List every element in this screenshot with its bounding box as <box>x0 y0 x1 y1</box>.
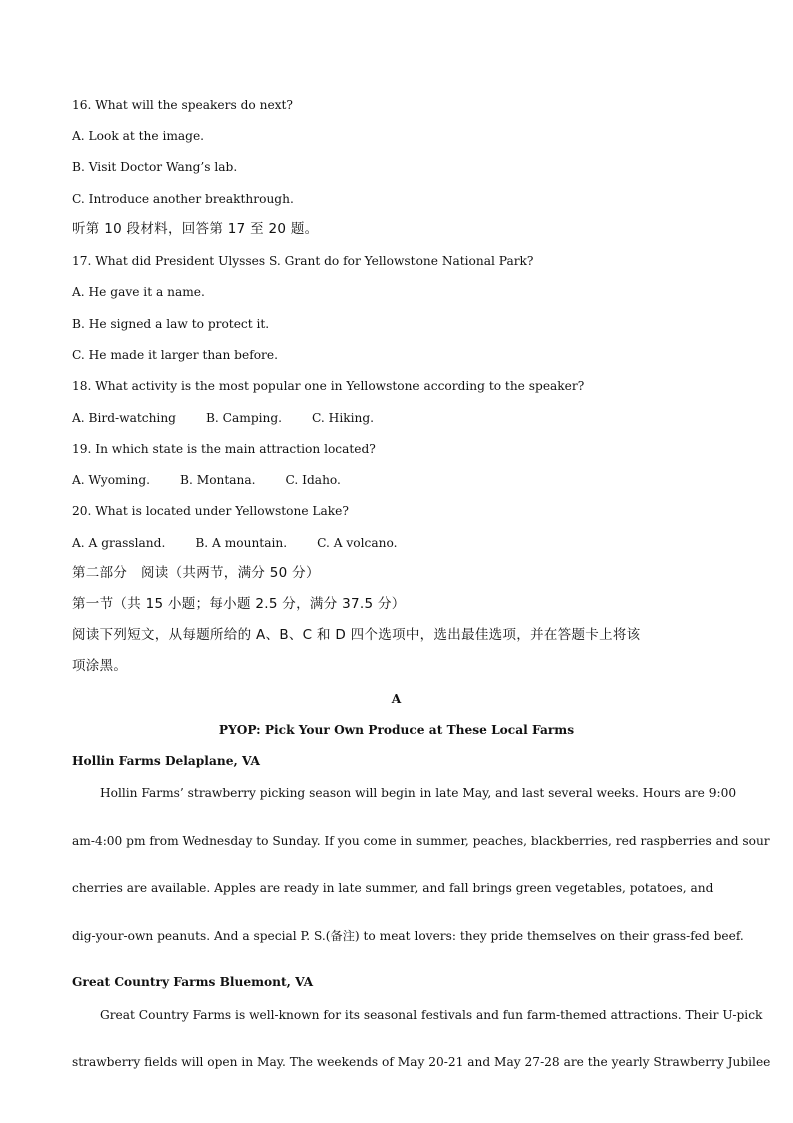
q16-option-c: C. Introduce another breakthrough. <box>72 192 294 206</box>
farm-2-line-1: Great Country Farms is well-known for its seasonal festivals and fun farm-themed attractions. Their U-pick <box>100 1008 763 1022</box>
question-18: 18. What activity is the most popular one in Yellowstone according to the speaker? <box>72 379 585 393</box>
q19-option-b: B. Montana. <box>180 473 256 487</box>
q18-options <box>72 411 404 425</box>
q20-option-b: B. A mountain. <box>195 536 288 550</box>
section-1-heading: 第一节（共 15 小题；每小题 2.5 分，满分 37.5 分） <box>72 596 406 612</box>
farm-1-line-4: dig-your-own peanuts. And a special P. S.(备注) to meat lovers: they pride themselves on their grass-fed beef. <box>72 929 744 943</box>
q19-options <box>72 473 371 487</box>
instructions-line-1: 阅读下列短文，从每题所给的 A、B、C 和 D 四个选项中，选出最佳选项，并在答题卡上将该 <box>72 627 641 643</box>
farm-1-line-1: Hollin Farms’ strawberry picking season will begin in late May, and last several weeks. Hours are 9:00 <box>100 786 737 800</box>
part-2-heading: 第二部分 阅读（共两节，满分 50 分） <box>72 565 320 581</box>
q17-option-c: C. He made it larger than before. <box>72 348 278 362</box>
farm-1-line-3: cherries are available. Apples are ready in late summer, and fall brings green vegetables, potatoes, and <box>72 881 714 895</box>
q18-option-b: B. Camping. <box>205 411 283 425</box>
q18-option-c: C. Hiking. <box>312 411 375 425</box>
instructions-line-2: 项涂黑。 <box>72 658 128 674</box>
question-20: 20. What is located under Yellowstone Lake? <box>72 504 349 518</box>
q16-option-b: B. Visit Doctor Wang’s lab. <box>72 160 238 174</box>
q19-option-c: C. Idaho. <box>285 473 341 487</box>
q17-option-a: A. He gave it a name. <box>72 285 205 299</box>
question-16: 16. What will the speakers do next? <box>72 98 293 112</box>
farm-1-line-2: am-4:00 pm from Wednesday to Sunday. If you come in summer, peaches, blackberries, red raspberries and sour <box>72 834 770 848</box>
q18-option-a: A. Bird-watching <box>72 411 176 425</box>
question-17: 17. What did President Ulysses S. Grant do for Yellowstone National Park? <box>72 254 534 268</box>
farm-2-heading: Great Country Farms Bluemont, VA <box>72 975 314 989</box>
q16-option-a: A. Look at the image. <box>72 129 205 143</box>
section-10-intro: 听第 10 段材料，回答第 17 至 20 题。 <box>72 221 319 237</box>
farm-2-line-2: strawberry fields will open in May. The weekends of May 20-21 and May 27-28 are the yearly Strawberry Jubilee <box>72 1055 771 1069</box>
q20-option-a: A. A grassland. <box>72 536 166 550</box>
q17-option-b: B. He signed a law to protect it. <box>72 317 270 331</box>
q20-option-c: C. A volcano. <box>317 536 398 550</box>
q19-option-a: A. Wyoming. <box>72 473 151 487</box>
passage-title: PYOP: Pick Your Own Produce at These Local Farms <box>218 723 575 737</box>
q20-options <box>72 536 427 550</box>
farm-1-heading: Hollin Farms Delaplane, VA <box>72 754 260 768</box>
question-19: 19. In which state is the main attraction located? <box>72 442 376 456</box>
passage-letter: A <box>391 692 402 706</box>
